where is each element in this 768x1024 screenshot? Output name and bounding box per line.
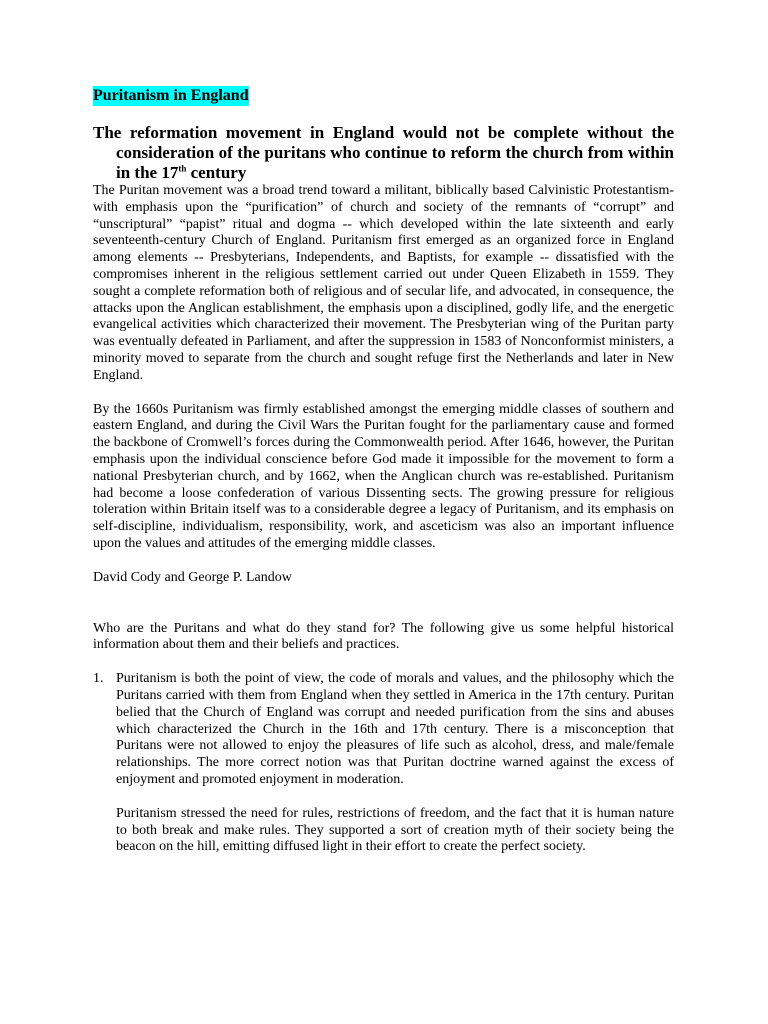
paragraph-1: The Puritan movement was a broad trend toward a militant, biblically based Calvinistic Protestantism-with emphasis upon the “purification” of church and society of the remnants of “corrupt” and “unscriptural” “papist” ritual and dogma -- which developed within the late sixteenth and early seventeenth-century Church of England. Puritanism first emerged as an organized force in England among elements -- Presbyterians, Independents, and Baptists, for example -- dissatisfied with the compromises inherent in the religious settlement carried out under Queen Elizabeth in 1559. They sought a complete reformation both of religious and of secular life, and advocated, in consequence, the attacks upon the Anglican establishment, the emphasis upon a disciplined, godly life, and the energetic evangelical activities which characterized their movement. The Presbyterian wing of the Puritan party was eventually defeated in Parliament, and after the suppression in 1583 of Nonconformist ministers, a minority moved to separate from the church and sought refuge first the Netherlands and later in New England. bbox=[93, 183, 674, 383]
numbered-list bbox=[93, 671, 674, 856]
heading-text-end: century bbox=[186, 163, 247, 182]
list-item-body bbox=[116, 671, 674, 856]
attribution: David Cody and George P. Landow bbox=[93, 569, 292, 585]
section-heading bbox=[93, 123, 674, 183]
heading-superscript: th bbox=[178, 163, 187, 174]
document-title: Puritanism in England bbox=[93, 87, 249, 104]
list-item-number: 1. bbox=[93, 671, 104, 687]
list-item bbox=[93, 671, 674, 856]
heading-text: The reformation movement in England would not be complete without the consideration of the puritans who continue to reform the church from within in the 17 bbox=[93, 123, 674, 182]
intro-paragraph: Who are the Puritans and what do they stand for? The following give us some helpful historical information about them and their beliefs and practices. bbox=[93, 620, 674, 653]
paragraph-2: By the 1660s Puritanism was firmly established amongst the emerging middle classes of southern and eastern England, and during the Civil Wars the Puritan fought for the parliamentary cause and formed the backbone of Cromwell’s forces during the Commonwealth period. After 1646, however, the Puritan emphasis upon the individual conscience before God made it impossible for the movement to form a national Presbyterian church, and by 1662, when the Anglican church was re-established. Puritanism had become a loose confederation of various Dissenting sects. The growing pressure for religious toleration within Britain itself was to a considerable degree a legacy of Puritanism, and its emphasis on self-discipline, individualism, responsibility, work, and asceticism was also an important influence upon the values and attitudes of the emerging middle classes. bbox=[93, 401, 674, 551]
list-item-paragraph-1: Puritanism is both the point of view, the code of morals and values, and the philosophy which the Puritans carried with them from England when they settled in America in the 17th century. Puritan belied that the Church of England was corrupt and needed purification from the sins and abuses which characterized the Church in the 16th and 17th century. There is a misconception that Puritans were not allowed to enjoy the pleasures of life such as alcohol, dress, and male/female relationships. The more correct notion was that Puritan doctrine warned against the excess of enjoyment and promoted enjoyment in moderation. bbox=[116, 671, 674, 787]
list-item-paragraph-2: Puritanism stressed the need for rules, restrictions of freedom, and the fact that it is human nature to both break and make rules. They supported a sort of creation myth of their society being the beacon on the hill, emitting diffused light in their effort to create the perfect society. bbox=[116, 805, 674, 855]
document-page bbox=[93, 86, 674, 856]
